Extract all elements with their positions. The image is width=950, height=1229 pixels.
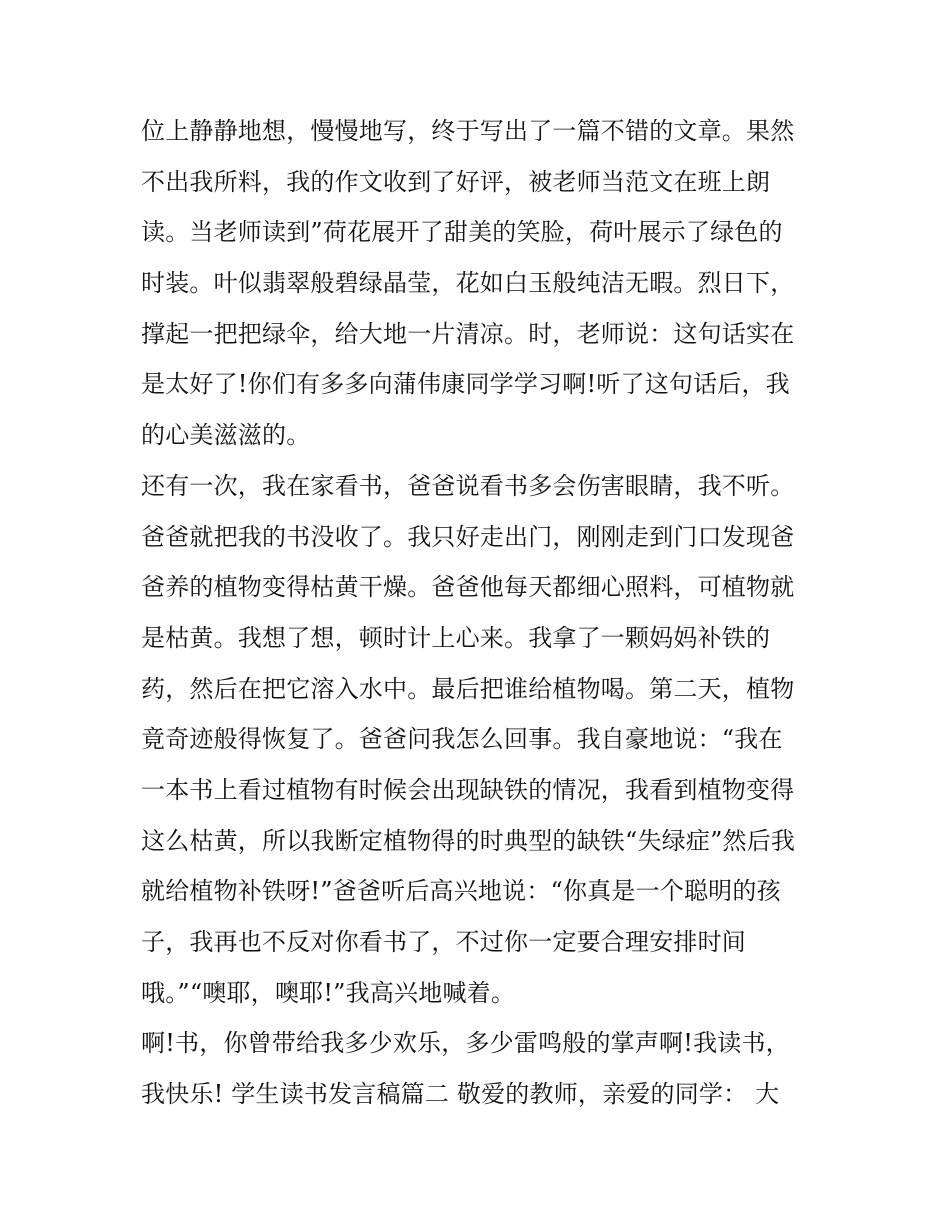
text-line-12: 药，然后在把它溶入水中。最后把谁给植物喝。第二天，植物	[141, 674, 795, 703]
document-body-text	[141, 106, 841, 1120]
text-line-16: 就给植物补铁呀!”爸爸听后高兴地说：“你真是一个聪明的孩	[141, 877, 781, 906]
text-line-15: 这么枯黄，所以我断定植物得的时典型的缺铁“失绿症”然后我	[141, 826, 796, 855]
text-line-2: 不出我所料，我的作文收到了好评，被老师当范文在班上朗	[141, 167, 771, 196]
text-line-9: 爸爸就把我的书没收了。我只好走出门，刚刚走到门口发现爸	[141, 522, 795, 551]
text-line-11: 是枯黄。我想了想，顿时计上心来。我拿了一颗妈妈补铁的	[141, 623, 771, 652]
text-line-4: 时装。叶似翡翠般碧绿晶莹，花如白玉般纯洁无暇。烈日下，	[141, 269, 795, 298]
text-line-3: 读。当老师读到”荷花展开了甜美的笑脸，荷叶展示了绿色的	[141, 218, 783, 247]
text-line-10: 爸养的植物变得枯黄干燥。爸爸他每天都细心照料，可植物就	[141, 573, 795, 602]
text-line-13: 竟奇迹般得恢复了。爸爸问我怎么回事。我自豪地说：“我在	[141, 725, 783, 754]
text-line-14: 一本书上看过植物有时候会出现缺铁的情况，我看到植物变得	[141, 775, 795, 804]
text-line-8: 还有一次，我在家看书，爸爸说看书多会伤害眼睛，我不听。	[141, 471, 795, 500]
text-line-6: 是太好了!你们有多多向蒲伟康同学学习啊!听了这句话后，我	[141, 370, 790, 399]
text-line-5: 撑起一把把绿伞，给大地一片清凉。时，老师说：这句话实在	[141, 319, 795, 348]
text-line-17: 子，我再也不反对你看书了，不过你一定要合理安排时间	[141, 928, 746, 956]
text-line-18: 哦。”“噢耶，噢耶!”我高兴地喊着。	[141, 978, 516, 1007]
text-line-7: 的心美滋滋的。	[141, 421, 311, 450]
text-line-1: 位上静静地想，慢慢地写，终于写出了一篇不错的文章。果然	[141, 117, 795, 145]
text-line-19: 啊!书，你曾带给我多少欢乐，多少雷鸣般的掌声啊!我读书，	[141, 1029, 790, 1058]
text-line-20: 我快乐! 学生读书发言稿篇二 敬爱的教师，亲爱的同学： 大	[141, 1080, 780, 1109]
